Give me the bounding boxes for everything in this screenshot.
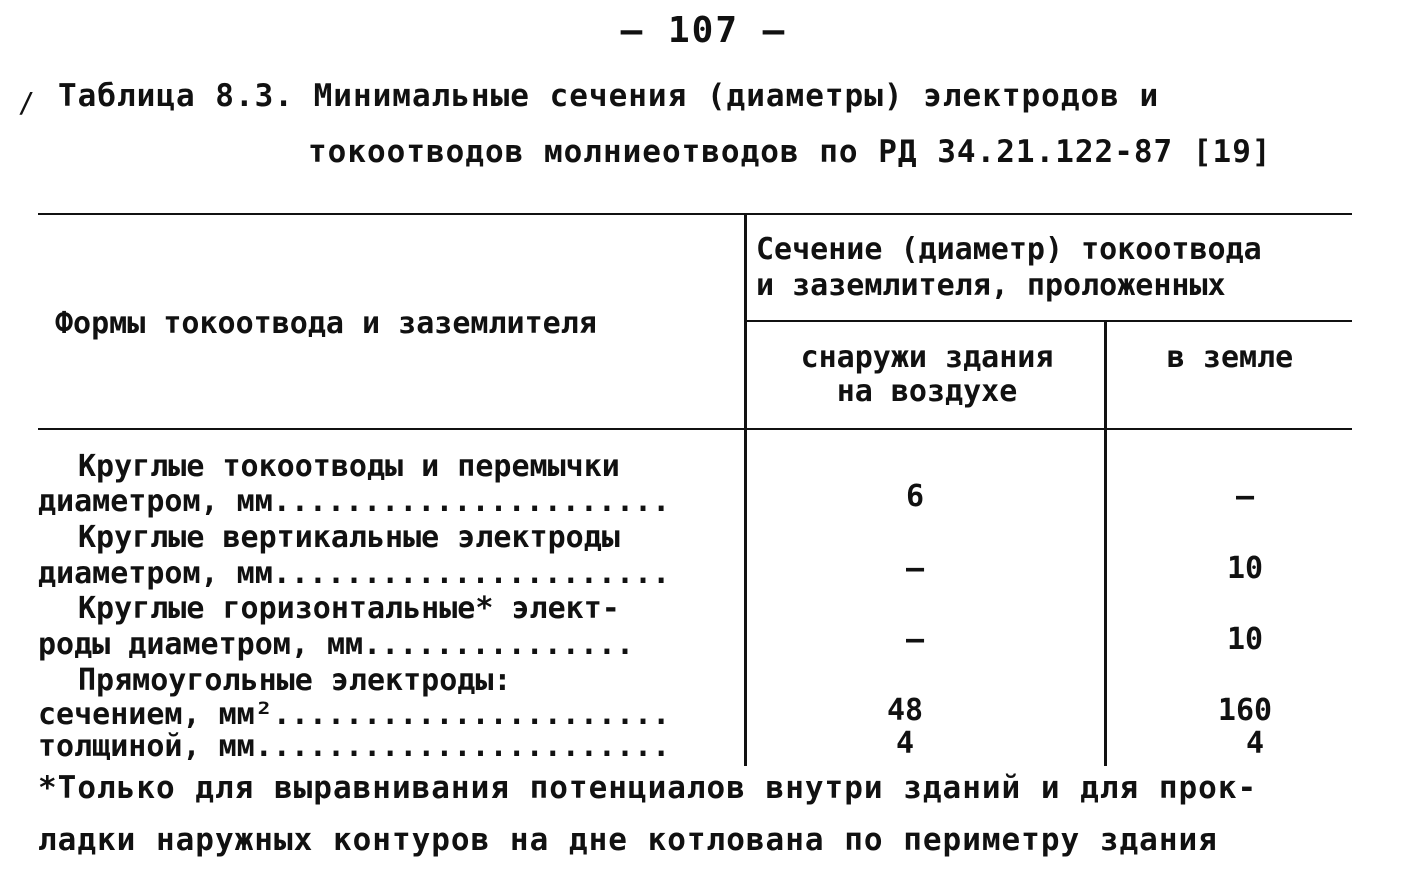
footnote-line-2: ладки наружных контуров на дне котлована по периметру здания <box>38 822 1218 858</box>
row-1-ground-value: – <box>1235 479 1255 514</box>
footnote-line-1: *Только для выравнивания потенциалов внутри зданий и для прок- <box>38 770 1258 806</box>
group-header-line-2: и заземлителя, проложенных <box>756 268 1226 303</box>
table-top-rule <box>38 213 1352 215</box>
row-4-label-line-2: сечением, мм²...................... <box>38 697 671 732</box>
row-5-ground-value: 4 <box>1245 726 1265 761</box>
margin-mark: / <box>18 86 35 119</box>
row-1-outside-value: 6 <box>905 479 925 514</box>
row-5-outside-value: 4 <box>895 726 915 761</box>
row-4-outside-value: 48 <box>886 693 924 728</box>
in-ground-header: в земле <box>1166 340 1294 375</box>
group-header-line-1: Сечение (диаметр) токоотвода <box>756 232 1262 267</box>
row-4-ground-value: 160 <box>1217 693 1273 728</box>
row-2-label-line-1: Круглые вертикальные электроды <box>78 520 620 555</box>
header-bottom-rule <box>38 428 1352 430</box>
row-2-ground-value: 10 <box>1226 551 1264 586</box>
row-3-label-line-2: роды диаметром, мм............... <box>38 627 635 662</box>
outside-air-header-line-2: на воздухе <box>836 374 1018 409</box>
subheader-rule <box>746 320 1352 322</box>
row-1-label-line-2: диаметром, мм...................... <box>38 484 671 519</box>
row-4-label-line-1: Прямоугольные электроды: <box>78 663 512 698</box>
table-caption-line-2: токоотводов молниеотводов по РД 34.21.122-87 [19] <box>308 134 1272 170</box>
column-divider-1 <box>744 213 747 766</box>
outside-air-header-line-1: снаружи здания <box>800 340 1054 375</box>
row-3-ground-value: 10 <box>1226 622 1264 657</box>
table-caption-line-1: Таблица 8.3. Минимальные сечения (диаметры) электродов и <box>58 78 1160 114</box>
row-3-label-line-1: Круглые горизонтальные* элект- <box>78 591 620 626</box>
row-2-label-line-2: диаметром, мм...................... <box>38 556 671 591</box>
page-number: – 107 – <box>620 10 787 51</box>
row-3-outside-value: – <box>905 622 925 657</box>
row-2-outside-value: – <box>905 551 925 586</box>
row-1-label-line-1: Круглые токоотводы и перемычки <box>78 449 620 484</box>
row-5-label-line-2: толщиной, мм....................... <box>38 729 671 764</box>
forms-column-header: Формы токоотвода и заземлителя <box>55 306 597 341</box>
column-divider-2 <box>1104 320 1107 766</box>
